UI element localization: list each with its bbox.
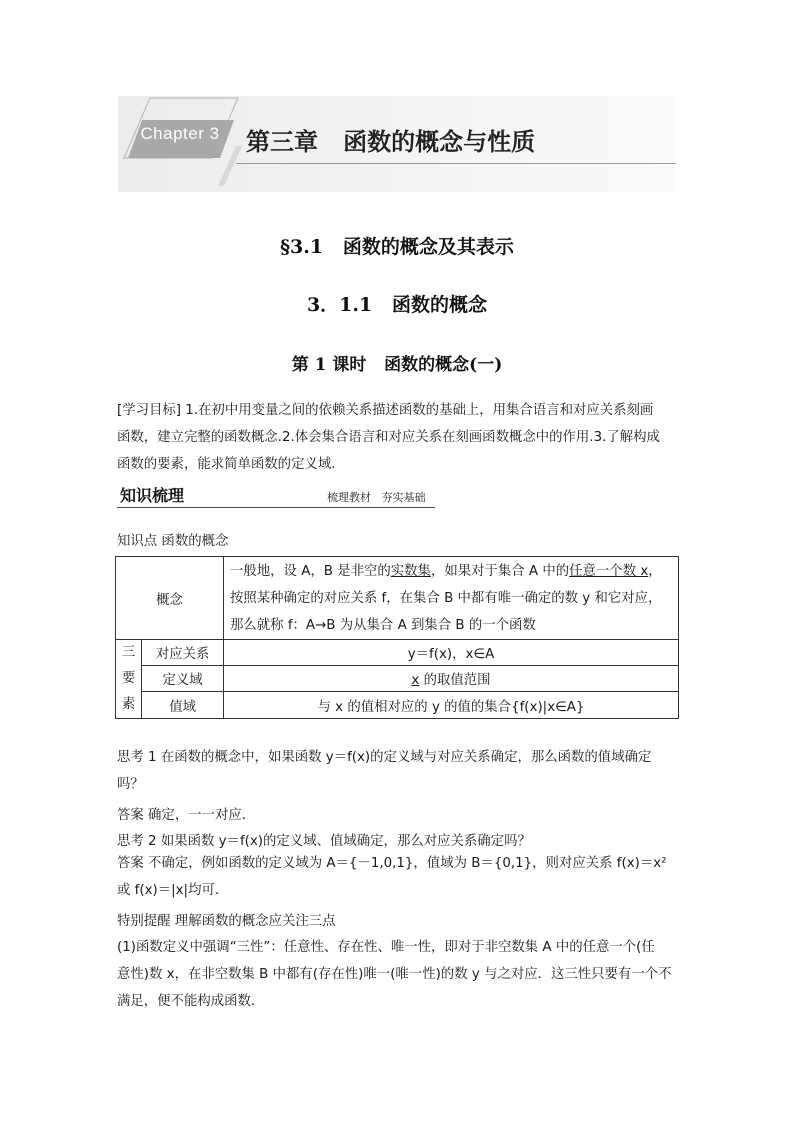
- answer-2: 答案 不确定，例如函数的定义域为 A＝{－1,0,1}，值域为 B＝{0,1}，则对应关系 f(x)＝x² 或 f(x)＝|x|均可．: [117, 856, 667, 898]
- element-name: 对应关系: [142, 640, 224, 666]
- special-tip-point-1: (1)函数定义中强调“三性”：任意性、存在性、唯一性，即对于非空数集 A 中的任意一个(任 意性)数 x，在非空数集 B 中都有(存在性)唯一(唯一性)的数 y 与之对应．这三性只要有一个不 满足，便不能构成函数．: [117, 940, 672, 1009]
- function-concept-table: [115, 556, 679, 719]
- objectives-line: 函数的要素，能求简单函数的定义域．: [117, 457, 345, 472]
- element-name: 值域: [142, 692, 224, 719]
- knowledge-subtitle: 梳理教材 夯实基础: [327, 491, 426, 504]
- objectives-line: [学习目标] 1.在初中用变量之间的依赖关系描述函数的基础上，用集合语言和对应关系刻画: [117, 403, 654, 418]
- think-2: 思考 2 如果函数 y＝f(x)的定义域、值域确定，那么对应关系确定吗？: [117, 834, 531, 849]
- knowledge-rule: [117, 507, 435, 508]
- section-title-3-1-1: 3．1.1 函数的概念: [306, 294, 488, 316]
- chapter-label: Chapter 3: [140, 124, 220, 143]
- concept-line: 按照某种确定的对应关系 f，在集合 B 中都有唯一确定的数 y 和它对应，: [230, 590, 662, 606]
- chapter-banner: [118, 96, 676, 192]
- lesson-title: 第 1 课时 函数的概念(一): [291, 355, 503, 375]
- table-row: [116, 666, 679, 692]
- concept-line: 那么就称 f：A→B 为从集合 A 到集合 B 的一个函数: [230, 617, 536, 633]
- table-row: [116, 557, 679, 640]
- underlined-term: 任意一个数 x: [569, 563, 649, 579]
- chapter-underline: [236, 163, 676, 164]
- table-row: [116, 692, 679, 719]
- special-tip-title: 特别提醒 理解函数的概念应关注三点: [117, 914, 336, 929]
- learning-objectives: [117, 397, 660, 478]
- element-value: x 的取值范围: [224, 666, 679, 692]
- chapter-title: 第三章 函数的概念与性质: [246, 128, 536, 156]
- table-row: [116, 640, 679, 666]
- knowledge-header: [117, 480, 435, 510]
- think-1: 思考 1 在函数的概念中，如果函数 y＝f(x)的定义域与对应关系确定，那么函数的值域确定 吗？: [117, 750, 652, 792]
- objectives-line: 函数，建立完整的函数概念.2.体会集合语言和对应关系在刻画函数概念中的作用.3.了解构成: [117, 430, 660, 445]
- knowledge-point-title: 知识点 函数的概念: [117, 534, 229, 549]
- element-value: y＝f(x)，x∈A: [224, 640, 679, 666]
- knowledge-title: 知识梳理: [120, 486, 185, 505]
- element-value: 与 x 的值相对应的 y 的值的集合{f(x)|x∈A}: [224, 692, 679, 719]
- underlined-term: 实数集: [390, 563, 431, 579]
- concept-line: 一般地，设 A，B 是非空的实数集，如果对于集合 A 中的任意一个数 x，: [230, 563, 662, 579]
- answer-1: 答案 确定，一一对应．: [117, 808, 256, 823]
- three-elements-cell: 三 要 素: [116, 640, 142, 719]
- concept-label-cell: 概念: [116, 557, 224, 640]
- section-title-3-1: §3.1 函数的概念及其表示: [280, 236, 514, 258]
- element-name: 定义域: [142, 666, 224, 692]
- concept-definition-cell: [224, 557, 679, 640]
